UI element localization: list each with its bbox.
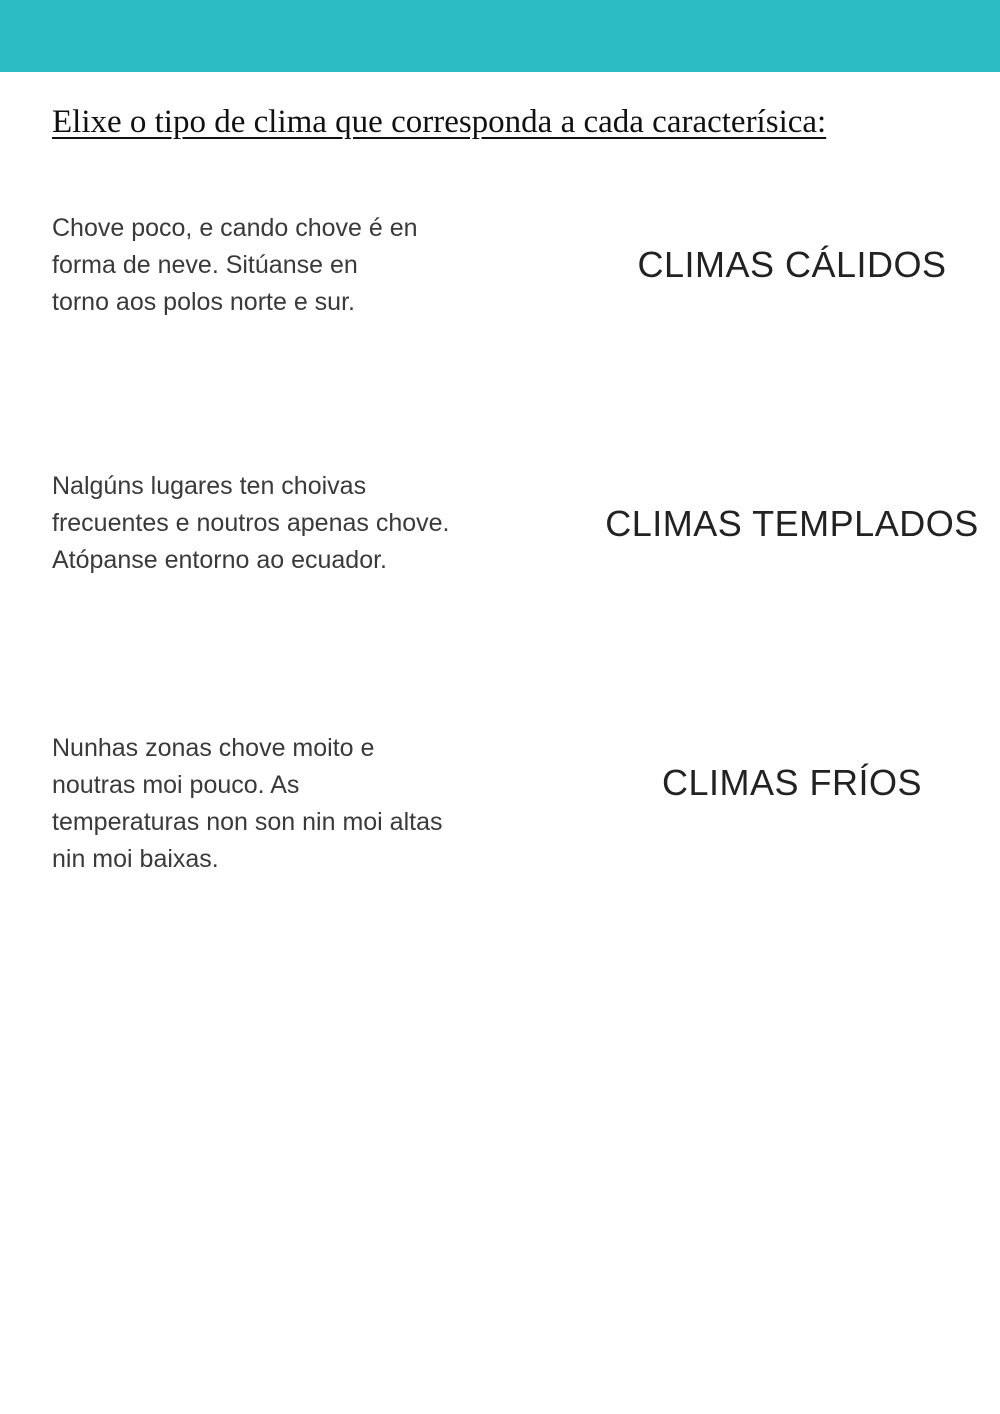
description-item-2[interactable]: Nalgúns lugares ten choivas frecuentes e noutros apenas chove. Atópanse entorno ao ecuador. (52, 472, 450, 574)
header-bar (0, 0, 1000, 72)
page-title: Elixe o tipo de clima que corresponda a cada caracterísica: (52, 104, 827, 140)
option-climas-frios[interactable]: CLIMAS FRÍOS (661, 762, 923, 803)
description-item-1[interactable]: Chove poco, e cando chove é en forma de neve. Sitúanse en torno aos polos norte e sur. (52, 214, 418, 316)
description-item-3[interactable]: Nunhas zonas chove moito e noutras moi pouco. As temperaturas non son nin moi altas nin moi baixas. (52, 734, 443, 873)
option-climas-calidos[interactable]: CLIMAS CÁLIDOS (637, 244, 947, 285)
option-climas-templados[interactable]: CLIMAS TEMPLADOS (605, 503, 979, 544)
